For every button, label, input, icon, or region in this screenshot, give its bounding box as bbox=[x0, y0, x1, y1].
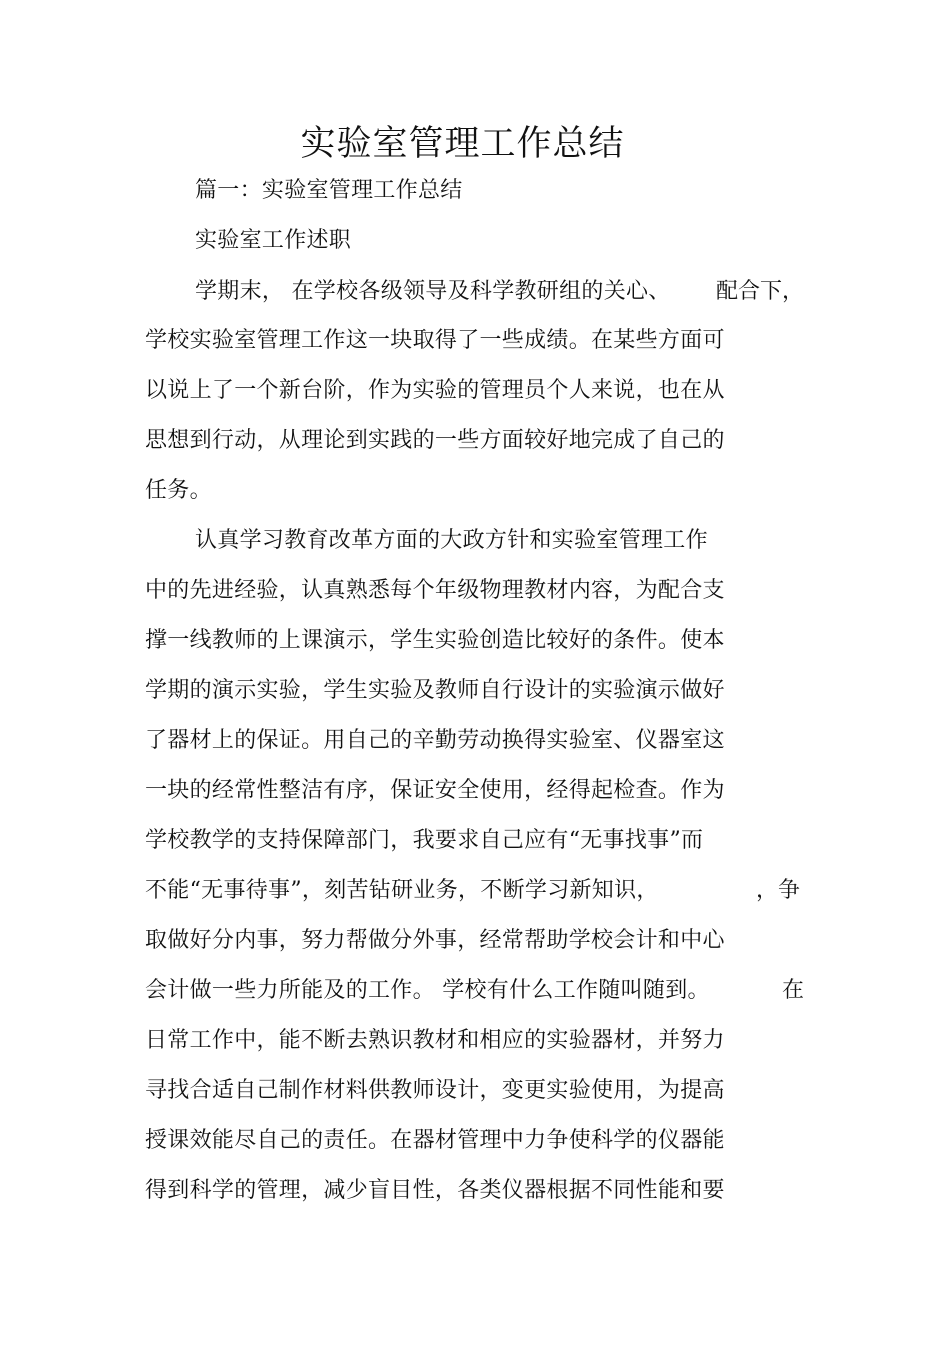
text-line: 取做好分内事，努力帮做分外事，经常帮助学校会计和中心 bbox=[145, 928, 725, 953]
text-line: 实验室工作述职 bbox=[195, 228, 352, 253]
text-line: 学期末， 在学校各级领导及科学教研组的关心、 bbox=[195, 279, 671, 304]
text-line: 认真学习教育改革方面的大政方针和实验室管理工作 bbox=[195, 528, 708, 553]
text-line: 篇一：实验室管理工作总结 bbox=[195, 178, 463, 203]
text-line: 了器材上的保证。用自己的辛勤劳动换得实验室、仪器室这 bbox=[145, 728, 725, 753]
text-line: 寻找合适自己制作材料供教师设计，变更实验使用，为提高 bbox=[145, 1078, 725, 1103]
text-line-tail: 配合下， bbox=[716, 279, 805, 304]
text-line: 任务。 bbox=[145, 478, 212, 503]
text-line: 学期的演示实验，学生实验及教师自行设计的实验演示做好 bbox=[145, 678, 725, 703]
text-line: 得到科学的管理，减少盲目性，各类仪器根据不同性能和要 bbox=[145, 1178, 725, 1203]
text-line: 授课效能尽自己的责任。在器材管理中力争使科学的仪器能 bbox=[145, 1128, 725, 1153]
text-line-tail: 在 bbox=[782, 978, 805, 1003]
text-line: 以说上了一个新台阶，作为实验的管理员个人来说，也在从 bbox=[145, 378, 725, 403]
text-line: 会计做一些力所能及的工作。 学校有什么工作随叫随到。 bbox=[145, 978, 710, 1003]
text-line: 日常工作中，能不断去熟识教材和相应的实验器材，并努力 bbox=[145, 1028, 725, 1053]
document-title: 实验室管理工作总结 bbox=[300, 124, 625, 164]
text-line: 学校实验室管理工作这一块取得了一些成绩。在某些方面可 bbox=[145, 328, 725, 353]
text-line: 不能“无事待事”，刻苦钻研业务，不断学习新知识， bbox=[145, 878, 659, 903]
text-line: 学校教学的支持保障部门，我要求自己应有“无事找事”而 bbox=[145, 828, 704, 853]
text-line: 思想到行动，从理论到实践的一些方面较好地完成了自己的 bbox=[145, 428, 725, 453]
text-line: 撑一线教师的上课演示，学生实验创造比较好的条件。使本 bbox=[145, 628, 725, 653]
text-line: 一块的经常性整洁有序，保证安全使用，经得起检查。作为 bbox=[145, 778, 725, 803]
text-line-tail: ，争 bbox=[756, 878, 801, 903]
text-line: 中的先进经验，认真熟悉每个年级物理教材内容，为配合支 bbox=[145, 578, 725, 603]
